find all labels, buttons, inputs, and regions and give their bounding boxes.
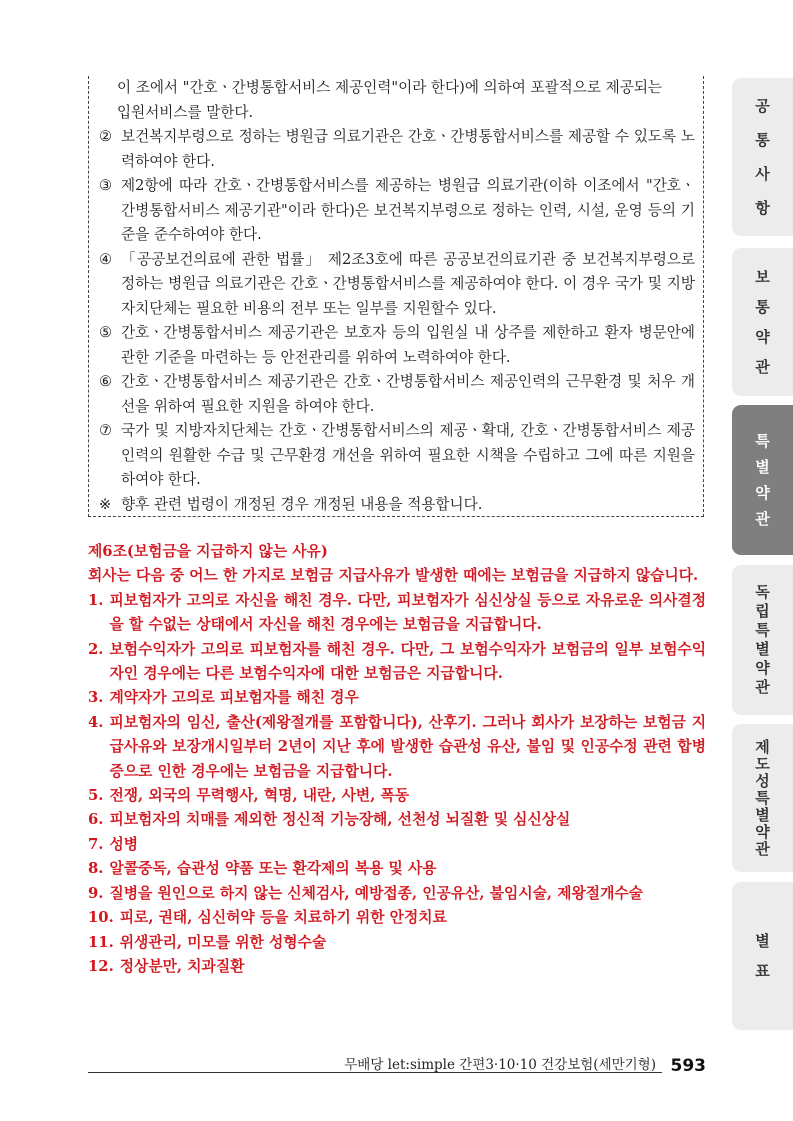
tab-institutional-special[interactable] [732, 724, 793, 872]
tab-char: 별 [755, 932, 770, 950]
box-item-text: 간호ㆍ간병통합서비스 제공기관은 간호ㆍ간병통합서비스 제공인력의 근무환경 및 처우 개선을 위하여 필요한 지원을 하여야 한다. [121, 373, 695, 415]
tab-common[interactable] [732, 78, 793, 236]
tab-char: 약 [755, 328, 770, 346]
box-item [99, 248, 695, 322]
tab-char: 관 [755, 839, 770, 858]
exclusion-text: 피보험자가 고의로 자신을 해친 경우. 다만, 피보험자가 심신상실 등으로 자유로운 의사결정을 할 수없는 상태에서 자신을 해친 경우에는 보험금을 지급합니다. [109, 591, 706, 634]
exclusion-item [88, 857, 706, 881]
article-title: 제6조(보험금을 지급하지 않는 사유) [88, 543, 328, 560]
box-item-marker: ⑦ [99, 422, 113, 439]
tab-char: 관 [755, 358, 770, 376]
tab-char: 공 [755, 97, 770, 115]
exclusion-number: 1. [88, 591, 104, 609]
exclusion-number: 7. [88, 835, 104, 853]
exclusion-text: 성병 [109, 835, 139, 853]
exclusion-item [88, 955, 706, 979]
tab-appendix[interactable] [732, 882, 793, 1030]
tab-char: 통 [755, 131, 770, 149]
exclusion-item [88, 711, 706, 784]
note-marker: ※ [99, 495, 112, 513]
tab-char: 관 [755, 510, 770, 528]
tab-char: 별 [755, 805, 770, 824]
exclusion-number: 12. [88, 957, 114, 975]
article-lead: 회사는 다음 중 어느 한 가지로 보험금 지급사유가 발생한 때에는 보험금을 지급하지 않습니다. [88, 567, 699, 585]
exclusion-item [88, 808, 706, 832]
exclusion-item [88, 931, 706, 955]
box-item [99, 174, 695, 248]
exclusion-item [88, 882, 706, 906]
exclusion-text: 보험수익자가 고의로 피보험자를 해친 경우. 다만, 그 보험수익자가 보험금의 일부 보험수익자인 경우에는 다른 보험수익자에 대한 보험금은 지급합니다. [109, 640, 706, 683]
box-item [99, 321, 695, 370]
exclusion-text: 계약자가 고의로 피보험자를 해친 경우 [109, 689, 359, 707]
tab-char: 특 [755, 788, 770, 807]
tab-char: 독 [755, 583, 770, 601]
box-item-text: 간호ㆍ간병통합서비스 제공기관은 보호자 등의 입원실 내 상주를 제한하고 환자 병문안에 관한 기준을 마련하는 등 안전관리를 위하여 노력하여야 한다. [121, 324, 695, 366]
tab-char: 별 [755, 640, 770, 658]
exclusion-item [88, 784, 706, 808]
exclusion-text: 피보험자의 임신, 출산(제왕절개를 포함합니다), 산후기. 그러나 회사가 보장하는 보험금 지급사유와 보장개시일부터 2년이 지난 후에 발생한 습관성 유산, 불임 및 인공수정 관련 합병증으로 인한 경우에는 보험금을 지급합니다. [109, 713, 706, 780]
tab-char: 약 [755, 822, 770, 841]
exclusion-number: 4. [88, 713, 104, 731]
intro-line-2: 입원서비스를 말한다. [117, 103, 254, 121]
tab-char: 통 [755, 298, 770, 316]
box-item-text: 보건복지부령으로 정하는 병원급 의료기관은 간호ㆍ간병통합서비스를 제공할 수 있도록 노력하여야 한다. [121, 128, 695, 170]
box-item [99, 419, 695, 493]
tab-char: 항 [755, 199, 770, 217]
exclusion-text: 알콜중독, 습관성 약품 또는 환각제의 복용 및 사용 [109, 860, 437, 878]
tab-char: 립 [755, 602, 770, 620]
box-item-marker: ③ [99, 177, 113, 194]
exclusion-number: 11. [88, 933, 114, 951]
tab-char: 보 [755, 268, 770, 286]
tab-char: 제 [755, 737, 770, 756]
footer-product-name: 무배당 let:simple 간편3·10·10 건강보험(세만기형) [344, 1057, 656, 1073]
tab-independent-special[interactable] [732, 565, 793, 715]
exclusion-text: 질병을 원인으로 하지 않는 신체검사, 예방접종, 인공유산, 불임시술, 제왕절개수술 [109, 884, 643, 902]
tab-char: 약 [755, 659, 770, 677]
intro-line-1: 이 조에서 "간호ㆍ간병통합서비스 제공인력"이라 한다)에 의하여 포괄적으로 제공되는 [117, 79, 663, 96]
tab-char: 표 [755, 962, 770, 980]
note-text: 향후 관련 법령이 개정된 경우 개정된 내용을 적용합니다. [121, 495, 483, 513]
tab-general[interactable] [732, 248, 793, 396]
exclusion-text: 피로, 권태, 심신허약 등을 치료하기 위한 안정치료 [119, 909, 447, 927]
exclusion-item [88, 906, 706, 930]
tab-char: 특 [755, 432, 770, 450]
article-6-section [88, 540, 706, 979]
exclusion-number: 10. [88, 909, 114, 927]
exclusion-text: 전쟁, 외국의 무력행사, 혁명, 내란, 사변, 폭동 [109, 787, 410, 805]
exclusion-item [88, 833, 706, 857]
box-item-text: 제2항에 따라 간호ㆍ간병통합서비스를 제공하는 병원급 의료기관(이하 이조에서 "간호ㆍ간병통합서비스 제공기관"이라 한다)은 보건복지부령으로 정하는 인력, 시설, 운영 등의 기준을 준수하여야 한다. [121, 177, 695, 243]
exclusion-text: 정상분만, 치과질환 [119, 957, 245, 975]
box-item-marker: ② [99, 128, 113, 145]
tab-char: 특 [755, 621, 770, 639]
exclusion-number: 3. [88, 689, 104, 707]
box-item-text: 「공공보건의료에 관한 법률」 제2조3호에 따른 공공보건의료기관 중 보건복지부령으로 정하는 병원급 의료기관은 간호ㆍ간병통합서비스를 제공하여야 한다. 이 경우 국가 및 지방자치단체는 필요한 비용의 전부 또는 일부를 지원할수 있다. [121, 250, 695, 317]
chapter-tabs [732, 0, 793, 1121]
exclusion-number: 8. [88, 860, 104, 878]
box-item-marker: ⑥ [99, 373, 113, 390]
tab-special[interactable] [732, 405, 793, 555]
exclusion-item [88, 589, 706, 638]
box-item [99, 125, 695, 174]
exclusion-number: 2. [88, 640, 104, 658]
tab-char: 관 [755, 678, 770, 696]
box-item-text: 국가 및 지방자치단체는 간호ㆍ간병통합서비스의 제공ㆍ확대, 간호ㆍ간병통합서비스 제공인력의 원활한 수급 및 근무환경 개선을 위하여 필요한 시책을 수립하고 그에 따른 지원을 하여야 한다. [121, 422, 695, 488]
exclusion-item [88, 686, 706, 710]
tab-char: 별 [755, 458, 770, 476]
boxed-article-continuation [88, 76, 704, 517]
box-item-marker: ⑤ [99, 324, 113, 341]
exclusion-number: 6. [88, 811, 104, 829]
box-item [99, 370, 695, 419]
page-number: 593 [670, 1056, 706, 1076]
note-line [99, 493, 695, 518]
exclusion-number: 5. [88, 787, 104, 805]
exclusion-number: 9. [88, 884, 104, 902]
tab-char: 도 [755, 754, 770, 773]
exclusion-text: 위생관리, 미모를 위한 성형수술 [119, 933, 327, 951]
exclusion-item [88, 638, 706, 687]
exclusion-text: 피보험자의 치매를 제외한 정신적 기능장해, 선천성 뇌질환 및 심신상실 [109, 811, 571, 829]
tab-char: 사 [755, 165, 770, 183]
tab-char: 약 [755, 484, 770, 502]
tab-char: 성 [755, 771, 770, 790]
box-item-marker: ④ [99, 250, 113, 268]
